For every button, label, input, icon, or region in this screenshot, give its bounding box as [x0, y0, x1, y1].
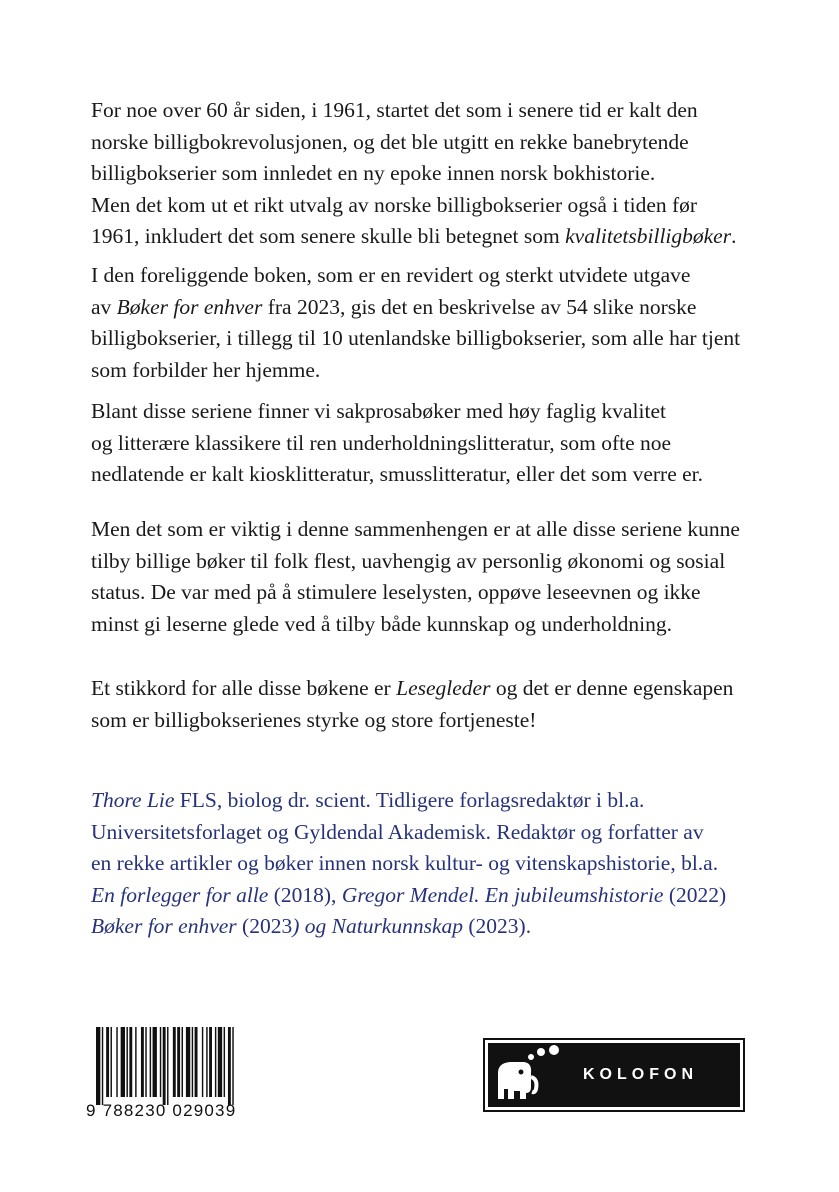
- paragraph-text: [91, 514, 771, 640]
- barcode-bar: [173, 1027, 176, 1097]
- barcode-bar: [141, 1027, 144, 1097]
- barcode-bar: [135, 1027, 136, 1097]
- barcode-bar: [163, 1027, 166, 1105]
- description-paragraph: [91, 673, 771, 736]
- paragraph-text: [91, 95, 771, 253]
- barcode-bar: [192, 1027, 193, 1097]
- text-run: (2023: [236, 914, 293, 938]
- italic-title: Lesegleder: [396, 676, 491, 700]
- barcode-bar: [228, 1027, 231, 1105]
- barcode-bar: [218, 1027, 222, 1097]
- barcode-bar: [102, 1027, 103, 1105]
- text-run: FLS, biolog dr. scient. Tidligere forlagsredaktør i bl.a. Universitetsforlaget og Gyldendal Akademisk. Redaktør og forfatter av en rekke artikler og bøker innen norsk kultur- og vitenskapshistorie, bl.a.: [91, 788, 719, 875]
- italic-title: kvalitetsbilligbøker: [565, 224, 732, 248]
- barcode-bar: [116, 1027, 117, 1097]
- author-bio: [91, 785, 771, 943]
- barcode-bar: [177, 1027, 180, 1097]
- text-run: og det er denne egenskapen som er billigbokserienes styrke og store fortjeneste!: [91, 676, 734, 732]
- isbn-number: 9 788230 029039: [86, 1101, 237, 1120]
- italic-title: Bøker for enhver: [91, 914, 237, 938]
- barcode-bar: [182, 1027, 183, 1097]
- publisher-name: KOLOFON: [583, 1066, 698, 1083]
- italic-title: Thore Lie: [91, 788, 175, 812]
- text-run: (2023).: [463, 914, 532, 938]
- barcode-bar: [111, 1027, 112, 1097]
- text-run: .: [731, 224, 737, 248]
- barcode-bar: [206, 1027, 207, 1097]
- barcode-bar: [129, 1027, 132, 1097]
- barcode-bar: [224, 1027, 225, 1097]
- barcode-bar: [209, 1027, 212, 1097]
- elephant-icon: [488, 1043, 578, 1107]
- paragraph-text: [91, 260, 771, 386]
- paragraph-text: [91, 396, 771, 491]
- italic-title: En forlegger for alle: [91, 882, 269, 907]
- barcode-bar: [215, 1027, 216, 1097]
- barcode-bar: [121, 1027, 125, 1097]
- barcode-bar: [232, 1027, 233, 1105]
- barcode-bar: [167, 1027, 168, 1105]
- barcode-bar: [195, 1027, 198, 1097]
- text-run: I den foreliggende boken, som er en revidert og sterkt utvidete utgave av: [91, 263, 691, 319]
- barcode-bar: [160, 1027, 161, 1097]
- text-run: For noe over 60 år siden, i 1961, startet det som i senere tid er kalt den norske billigbokrevolusjonen, og det ble utgitt en rekke banebrytende billigbokserier som innledet en ny epoke innen norsk bokhistorie. Men det kom ut et rikt utvalg av norske billigbokserier også i tiden før 1961, inkludert det som senere skulle bli betegnet som: [91, 98, 698, 248]
- barcode-bar: [145, 1027, 146, 1097]
- text-run: (2018),: [268, 882, 342, 907]
- barcode-bar: [96, 1027, 100, 1105]
- barcode-bar: [186, 1027, 190, 1097]
- text-run: (2022): [668, 882, 727, 907]
- barcode-bar: [106, 1027, 109, 1097]
- barcode-bar: [202, 1027, 203, 1097]
- text-run: Men det som er viktig i denne sammenhengen er at alle disse seriene kunne tilby billige bøker til folk flest, uavhengig av personlig økonomi og sosial status. De var med på å stimulere leselysten, oppøve leseevnen og ikke minst gi leserne glede ved å tilby både kunnskap og underholdning.: [91, 517, 740, 636]
- description-paragraph: [91, 95, 771, 253]
- text-run: Blant disse seriene finner vi sakprosabøker med høy faglig kvalitet og litterære klassikere til ren underholdningslitteratur, som ofte noe nedlatende er kalt kiosklitteratur, smusslitteratur, eller det som verre er.: [91, 399, 704, 486]
- italic-title: Bøker for enhver: [116, 294, 263, 319]
- description-paragraph: [91, 514, 771, 640]
- paragraph-text: [91, 785, 771, 943]
- kolofon-logo: [483, 1038, 745, 1112]
- logo-panel: [488, 1043, 740, 1107]
- description-paragraph: [91, 260, 771, 386]
- text-run: Et stikkord for alle disse bøkene er: [91, 676, 397, 700]
- barcode-bar: [153, 1027, 157, 1097]
- italic-title: ) og Naturkunnskap: [292, 914, 464, 938]
- barcode-bar: [150, 1027, 151, 1097]
- italic-title: Gregor Mendel. En jubileumshistorie: [341, 882, 664, 907]
- barcode-bar: [126, 1027, 127, 1097]
- paragraph-text: [91, 673, 771, 736]
- description-paragraph: [91, 396, 771, 491]
- text-run: fra 2023, gis det en beskrivelse av 54 slike norske billigbokserier, i tillegg til 10 utenlandske billigbokserier, som alle har tjent som forbilder her hjemme.: [91, 294, 741, 382]
